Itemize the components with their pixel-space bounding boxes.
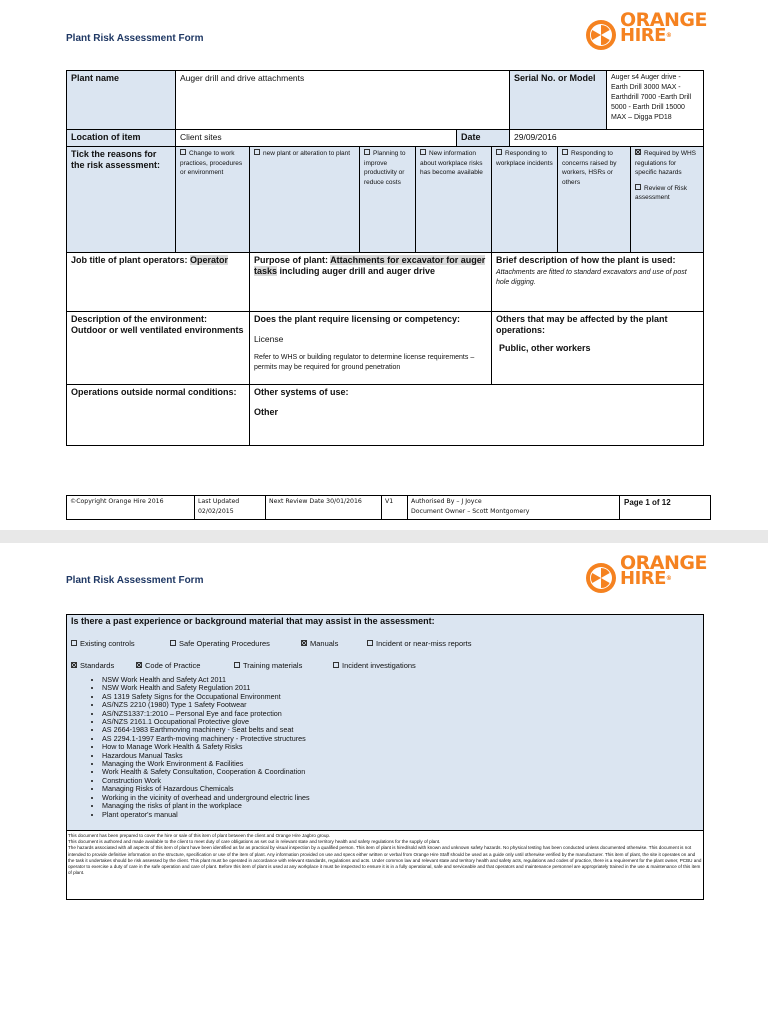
environment-value: Outdoor or well ventilated environments <box>71 325 244 335</box>
brief-description-value: Attachments are fitted to standard excavators and use of post hole digging. <box>496 269 687 286</box>
reference-item: • Work Health & Safety Consultation, Cooperation & Coordination <box>102 768 310 776</box>
reason-option-5[interactable]: Responding to workplace incidents <box>491 146 558 253</box>
reason-option-8: Review of Risk assessment <box>635 184 687 201</box>
reference-item: • Managing the risks of plant in the workplace <box>102 802 310 810</box>
page-title: Plant Risk Assessment Form <box>66 33 204 44</box>
checkbox-icon[interactable] <box>562 149 568 155</box>
checkbox-icon[interactable] <box>364 149 370 155</box>
serial-value: Auger s4 Auger drive - Earth Drill 3000 MAX - Earthdrill 7000 -Earth Drill 5000 - Earth Drill 15000 MAX – Digga PD18 <box>606 70 704 130</box>
plant-name-value: Auger drill and drive attachments <box>175 70 510 130</box>
reason-option-4[interactable]: New information about workplace risks has become available <box>415 146 492 253</box>
reference-item: • AS 2664-1983 Earthmoving machinery - Seat belts and seat <box>102 726 310 734</box>
serial-label: Serial No. or Model <box>509 70 607 130</box>
disclaimer-line: This document has been prepared to cover the hire or sale of this item of plant between the client and Orange Hire Jagbro group. <box>68 833 331 838</box>
footer-authorised: Authorised By – J Joyce <box>411 498 482 505</box>
other-systems-cell: Other systems of use: Other <box>249 384 704 446</box>
reference-item: • Managing Risks of Hazardous Chemicals <box>102 785 310 793</box>
disclaimer-text <box>68 833 702 876</box>
footer-owner: Document Owner – Scott Montgomery <box>411 508 530 515</box>
checked-checkbox-icon[interactable] <box>301 640 307 646</box>
orange-slice-logo-icon <box>584 18 618 52</box>
footer-next-review: Next Review Date 30/01/2016 <box>265 495 382 520</box>
licensing-value: License <box>254 334 284 344</box>
purpose-value-highlight: Attachments for excavator for auger tasks <box>254 255 486 276</box>
date-value: 29/09/2016 <box>509 129 704 147</box>
option-incident-reports[interactable]: Incident or near-miss reports <box>367 639 471 648</box>
checkbox-icon[interactable] <box>635 184 641 190</box>
checkbox-icon[interactable] <box>333 662 339 668</box>
checked-checkbox-icon[interactable] <box>136 662 142 668</box>
checked-checkbox-icon[interactable] <box>71 662 77 668</box>
page-title: Plant Risk Assessment Form <box>66 575 204 586</box>
footer-copyright: ©Copyright Orange Hire 2016 <box>66 495 195 520</box>
footer-authorship <box>407 495 620 520</box>
reason-option-6[interactable]: Responding to concerns raised by workers, HSRs or others <box>557 146 631 253</box>
location-value: Client sites <box>175 129 457 147</box>
job-title-cell: Job title of plant operators: Operator <box>66 252 250 312</box>
disclaimer-line: This document is authored and made available to the client to meet duty of care obligations as set out in relevant state and territory health and safety regulations for the supply of plant. <box>68 839 441 845</box>
reference-item: • How to Manage Work Health & Safety Risks <box>102 743 310 751</box>
orange-slice-logo-icon <box>584 561 618 595</box>
reference-item: • AS/NZS1337:1:2010 – Personal Eye and face protection <box>102 710 310 718</box>
page-2 <box>0 543 768 1024</box>
background-question: Is there a past experience or background material that may assist in the assessment: <box>71 616 435 626</box>
reference-item: • AS 1319 Safety Signs for the Occupational Environment <box>102 693 310 701</box>
ops-outside-cell: Operations outside normal conditions: <box>66 384 250 446</box>
option-incident-investigations[interactable]: Incident investigations <box>333 661 416 670</box>
logo-text-hire: HIRE® <box>620 25 672 46</box>
reference-item: • AS/NZS 2161.1 Occupational Protective glove <box>102 718 310 726</box>
other-systems-value: Other <box>254 407 279 417</box>
checkbox-icon[interactable] <box>496 149 502 155</box>
checkbox-icon[interactable] <box>180 149 186 155</box>
plant-name-label: Plant name <box>66 70 176 130</box>
reason-option-2[interactable]: new plant or alteration to plant <box>249 146 360 253</box>
option-training-materials[interactable]: Training materials <box>234 661 302 670</box>
reference-item: • Plant operator's manual <box>102 811 310 819</box>
reason-option-3[interactable]: Planning to improve productivity or reduce costs <box>359 146 416 253</box>
brief-description-cell: Brief description of how the plant is used: Attachments are fitted to standard excavators and use of post hole digging. <box>491 252 704 312</box>
reference-item: • Construction Work <box>102 777 310 785</box>
reference-item: • Hazardous Manual Tasks <box>102 752 310 760</box>
checkbox-icon[interactable] <box>234 662 240 668</box>
licensing-note: Refer to WHS or building regulator to determine license requirements – permits may be required for ground penetration <box>254 354 475 371</box>
orange-hire-logo <box>584 552 714 605</box>
logo-text-orange: ORANGE <box>620 9 707 31</box>
reference-item: • AS 2294.1-1997 Earth-moving machinery - Protective structures <box>102 735 310 743</box>
checkbox-icon[interactable] <box>71 640 77 646</box>
footer-last-updated: Last Updated 02/02/2015 <box>194 495 266 520</box>
date-label: Date <box>456 129 510 147</box>
reference-list <box>76 676 310 819</box>
reference-item: • AS/NZS 2210 (1980) Type 1 Safety Footwear <box>102 701 310 709</box>
job-title-value: Operator <box>190 255 229 265</box>
checkbox-icon[interactable] <box>367 640 373 646</box>
reason-option-1[interactable]: Change to work practices, procedures or environment <box>175 146 250 253</box>
checkbox-icon[interactable] <box>170 640 176 646</box>
orange-hire-logo <box>584 9 714 62</box>
checked-checkbox-icon[interactable] <box>635 149 641 155</box>
reason-option-7[interactable]: Required by WHS regulations for specific hazards Review of Risk assessment <box>630 146 704 253</box>
licensing-cell: Does the plant require licensing or competency: License Refer to WHS or building regulator to determine license requirements – permits may be required for ground penetration <box>249 311 492 385</box>
logo-text-hire: HIRE® <box>620 568 672 589</box>
reference-item: • NSW Work Health and Safety Regulation 2011 <box>102 684 310 692</box>
reference-item: • Working in the vicinity of overhead and underground electric lines <box>102 794 310 802</box>
footer-version: V1 <box>381 495 408 520</box>
environment-cell: Description of the environment: Outdoor or well ventilated environments <box>66 311 250 385</box>
option-safe-operating-procedures[interactable]: Safe Operating Procedures <box>170 639 270 648</box>
others-affected-cell: Others that may be affected by the plant operations: Public, other workers <box>491 311 704 385</box>
reference-item: • NSW Work Health and Safety Act 2011 <box>102 676 310 684</box>
checkbox-icon[interactable] <box>254 149 260 155</box>
checkbox-icon[interactable] <box>420 149 426 155</box>
footer-page-number: Page 1 of 12 <box>619 495 711 520</box>
purpose-cell: Purpose of plant: Attachments for excavator for auger tasks including auger drill and auger drive <box>249 252 492 312</box>
option-code-of-practice[interactable]: Code of Practice <box>136 661 200 670</box>
option-standards[interactable]: Standards <box>71 661 114 670</box>
option-existing-controls[interactable]: Existing controls <box>71 639 135 648</box>
reasons-label: Tick the reasons for the risk assessment: <box>66 146 176 253</box>
location-label: Location of item <box>66 129 176 147</box>
others-affected-value: Public, other workers <box>499 343 591 353</box>
option-manuals[interactable]: Manuals <box>301 639 338 648</box>
logo-text-orange: ORANGE <box>620 552 707 574</box>
reference-item: • Managing the Work Environment & Facilities <box>102 760 310 768</box>
disclaimer-line: The hazards associated with all aspects of this item of plant have been identified as far as practical by visual inspection by a qualified person. This item of plant is hired/sold with known and unknown safety hazards. No physical testing has been conducted unless documented otherwise. This document is not intended to provide definitive information on the structure, specification or use of the item of plant. Any information provided on use and specs either written or verbal from Orange Hire Staff should be used as a guide only until otherwise verified by the manufacturer. This item of plant, the site it operates on and the task it undertakes should be risk assessed by the client. This plant must be operated in accordance with relevant standards, regulations and acts. Under common law and relevant state and territory health and safety acts, regulations and codes of practice, there is a requirement for the plant owner, PCBU and operator to exercise a duty of care in the safe operation and care of plant. Before this item of plant is used at any workplace it must be inspected to ensure it is in a fully operational, safe and serviceable and that operators and maintenance personnel are appropriately trained in the use & maintenance of this item of plant. <box>68 845 702 876</box>
